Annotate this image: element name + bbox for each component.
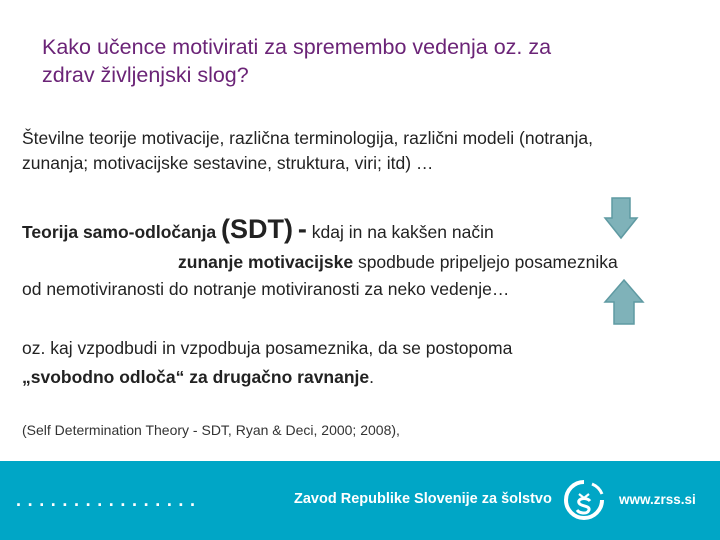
slide-title-line2: zdrav življenjski slog? (42, 63, 249, 87)
citation: (Self Determination Theory - SDT, Ryan & Deci, 2000; 2008), (22, 422, 400, 438)
intro-line2: zunanja; motivacijske sestavine, struktura, viri; itd) … (22, 153, 434, 173)
theory-line2-rest: spodbude pripeljejo posameznika (357, 252, 618, 272)
footer-organization: Zavod Republike Slovenije za šolstvo (294, 491, 552, 507)
theory-name: Teorija samo-odločanja (22, 222, 217, 242)
arrow-down-icon (603, 196, 639, 240)
theory-line2 (178, 252, 618, 273)
zrss-logo-icon (562, 478, 606, 522)
theory-line1-rest: kdaj in na kakšen način (311, 222, 494, 242)
slide-title-line1: Kako učence motivirati za spremembo vedenja oz. za (42, 35, 552, 59)
explanation-line1: oz. kaj vzpodbudi in vzpodbuja posameznika, da se postopoma (22, 338, 513, 358)
theory-line1 (22, 214, 494, 245)
intro-line1: Številne teorije motivacije, različna terminologija, različni modeli (notranja, (22, 128, 593, 148)
theory-line3: od nemotiviranosti do notranje motiviranosti za neko vedenje… (22, 279, 510, 299)
theory-line2-bold: zunanje motivacijske (178, 252, 354, 272)
footer-url[interactable]: www.zrss.si (619, 492, 696, 507)
footer-dots: ................ (16, 490, 202, 510)
explanation-line2-end: . (369, 367, 375, 387)
explanation-line2 (22, 367, 374, 388)
slide-title (42, 33, 692, 89)
explanation-line2-bold: „svobodno odloča“ za drugačno ravnanje (22, 367, 370, 387)
theory-dash: - (297, 214, 307, 244)
theory-acronym: (SDT) (221, 214, 294, 244)
arrow-up-icon (603, 278, 645, 326)
